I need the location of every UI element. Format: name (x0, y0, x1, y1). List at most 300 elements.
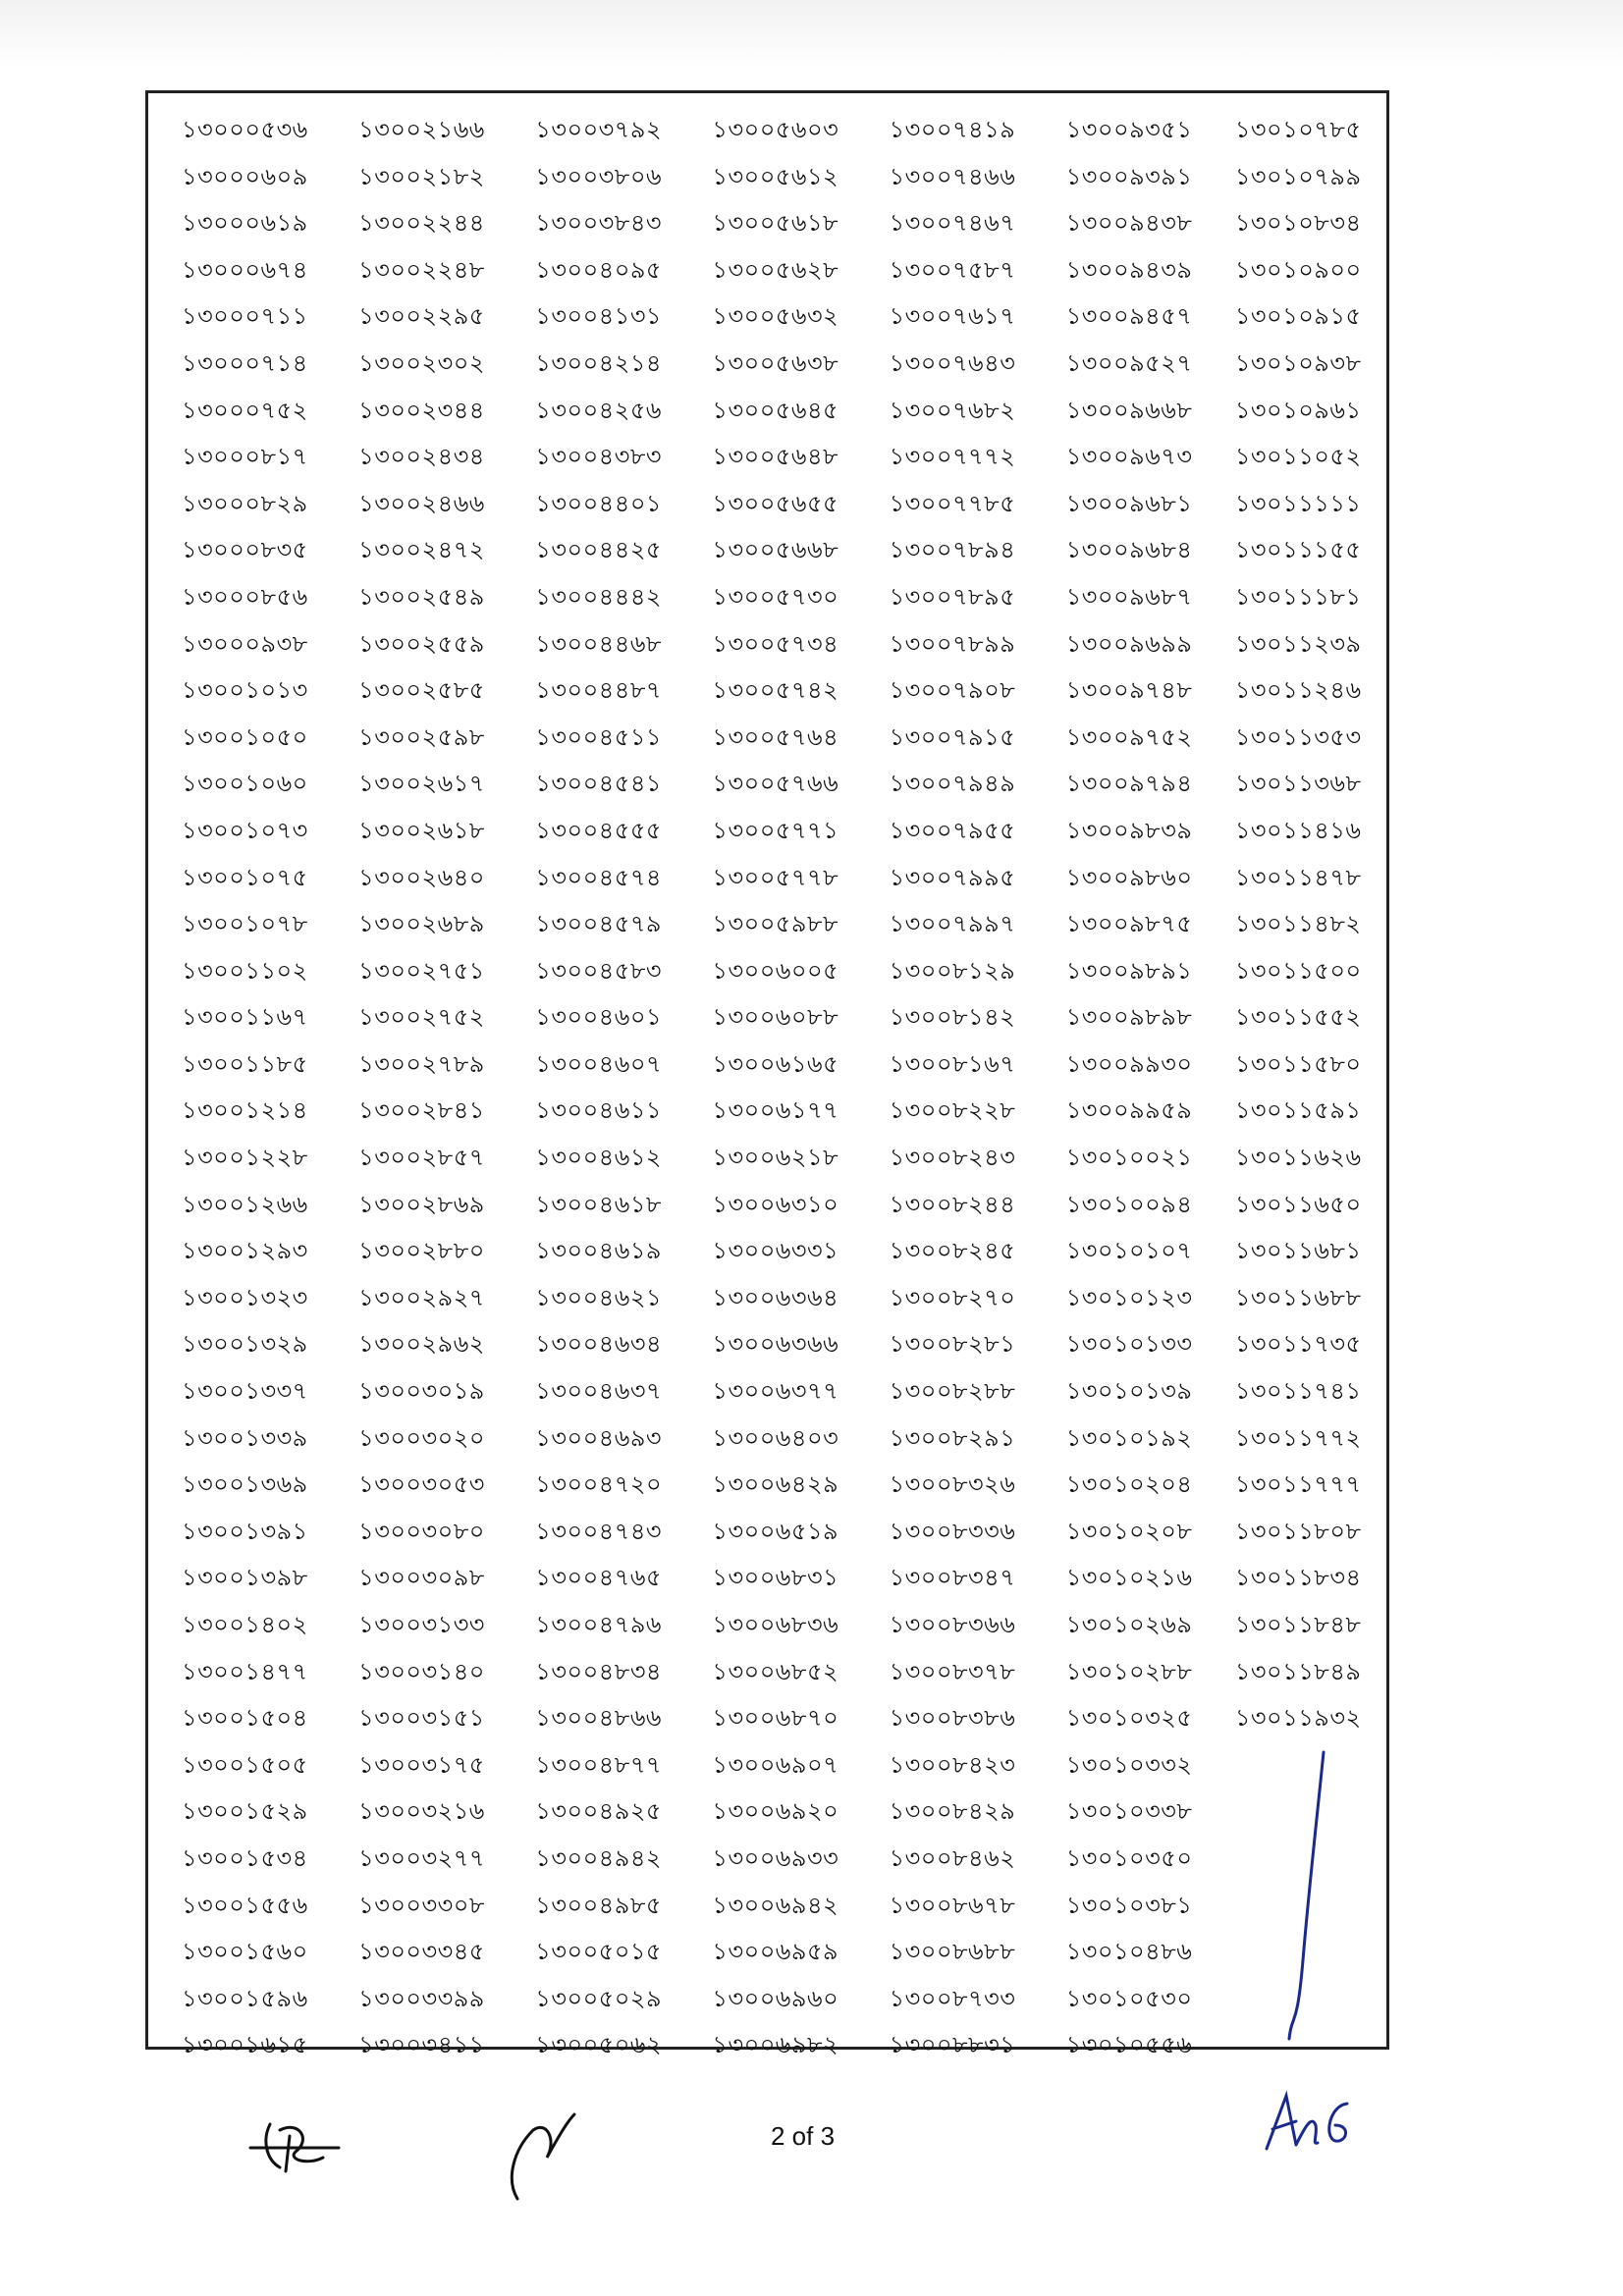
roll-number-cell: ১৩০১১৬৮৮ (1234, 1283, 1362, 1311)
roll-number-cell: ১৩০০৬৩৭৭ (712, 1377, 839, 1406)
roll-number-cell: ১৩০০২৯২৭ (358, 1283, 485, 1311)
roll-number-cell: ১৩০০৭৫৮৭ (889, 255, 1016, 284)
roll-number-cell: ১৩০১০৯৩৮ (1234, 348, 1362, 377)
roll-number-cell: ১৩০০৩৩৪৫ (358, 1938, 485, 1966)
roll-number-cell: ১৩০১০২৮৮ (1065, 1657, 1193, 1685)
roll-number-cell: ১৩০০৬৩৬৬ (712, 1330, 839, 1359)
roll-number-cell: ১৩০০০৮৫৬ (182, 582, 308, 611)
roll-number-cell: ১৩০০৩১৭৫ (358, 1750, 485, 1779)
roll-number-cell: ১৩০০৯৩৯১ (1065, 162, 1193, 190)
roll-number-cell: ১৩০০৬৮৩১ (712, 1564, 839, 1592)
roll-number-cell: ১৩০১০২১৬ (1065, 1564, 1193, 1592)
roll-number-cell: ১৩০০৭৬১৭ (889, 302, 1016, 331)
roll-number-cell: ১৩০০৫০৬২ (535, 2031, 663, 2059)
roll-number-cell: ১৩০০৪৭২০ (535, 1470, 663, 1499)
roll-number-cell: ১৩০০৫৬৩২ (712, 302, 839, 331)
roll-number-cell: ১৩০০৫৬১২ (712, 162, 839, 190)
roll-number-cell: ১৩০০৫৭৬৬ (712, 770, 839, 798)
roll-number-cell: ১৩০১১৪৮২ (1234, 910, 1362, 938)
roll-number-cell: ১৩০০৪৯২৫ (535, 1797, 662, 1826)
roll-number-cell: ১৩০০৮২৪৫ (889, 1237, 1016, 1265)
roll-number-cell: ১৩০০৬৯২০ (712, 1797, 839, 1826)
roll-number-cell: ১৩০১১৮৪৯ (1234, 1657, 1362, 1685)
roll-number-cell: ১৩০০৬১৭৭ (712, 1096, 839, 1125)
page-number: 2 of 3 (771, 2121, 836, 2151)
roll-number-cell: ১৩০১০২০৪ (1065, 1470, 1193, 1499)
roll-number-cell: ১৩০০৪৫১১ (535, 722, 662, 751)
roll-number-cell: ১৩০০৯৮৩৯ (1065, 816, 1193, 844)
roll-number-cell: ১৩০০৭৪১৯ (889, 116, 1016, 143)
roll-number-cell: ১৩০০৮২৪৩ (889, 1144, 1016, 1172)
roll-number-cell: ১৩০০০৫৩৬ (182, 116, 308, 143)
roll-number-cell: ১৩০০৬৯৩৩ (712, 1843, 839, 1872)
roll-number-cell: ১৩০০৩১৪০ (358, 1657, 485, 1685)
roll-number-cell: ১৩০০৪৪৬৮ (535, 629, 662, 658)
roll-number-cell: ১৩০০৪৫৪১ (535, 770, 662, 798)
roll-number-cell: ১৩০১০৩৩২ (1065, 1750, 1193, 1779)
roll-number-cell: ১৩০০৮৬৮৮ (889, 1938, 1016, 1966)
roll-number-cell: ১৩০০৫৬৪৮ (712, 443, 839, 471)
roll-number-cell: ১৩০০৪৬১২ (535, 1144, 663, 1172)
roll-number-cell: ১৩০০৬৩৩১ (712, 1237, 839, 1265)
roll-number-cell: ১৩০০৪৭৬৫ (535, 1564, 663, 1592)
roll-number-cell: ১৩০০২৬৪০ (358, 863, 485, 891)
roll-number-cell: ১৩০০৮২৮১ (889, 1330, 1016, 1359)
roll-number-cell: ১৩০০১৫২৯ (182, 1797, 308, 1826)
roll-number-cell: ১৩০০৯৮৯৮ (1065, 1003, 1193, 1032)
roll-number-cell: ১৩০০৯৬৮৪ (1065, 536, 1193, 564)
roll-number-cell: ১৩০০৪৫৮৩ (535, 956, 662, 985)
roll-number-cell: ১৩০০৪৪০১ (535, 489, 662, 517)
roll-number-cell: ১৩০০২৭৫১ (358, 956, 485, 985)
roll-number-cell: ১৩০০৩০৮০ (358, 1517, 485, 1545)
roll-number-cell: ১৩০০৯৩৫১ (1065, 116, 1193, 143)
roll-number-cell: ১৩০০৪৯৮৫ (535, 1891, 662, 1919)
roll-number-cell: ১৩০১০৩৮১ (1065, 1891, 1193, 1919)
roll-number-cell: ১৩০০১৫৬০ (182, 1938, 308, 1966)
roll-number-cell (1210, 1976, 1386, 2023)
roll-number-cell: ১৩০০২১৮২ (358, 162, 485, 190)
roll-number-cell: ১৩০০১৩৩৯ (182, 1423, 308, 1452)
roll-number-cell: ১৩০০৮৩৩৬ (889, 1517, 1016, 1545)
roll-number-cell: ১৩০১০৩৩৮ (1065, 1797, 1193, 1826)
roll-number-cell: ১৩০০৮২৮৮ (889, 1377, 1016, 1406)
roll-number-cell: ১৩০০৮২৯১ (889, 1423, 1016, 1452)
roll-number-cell: ১৩০০৬৯৫৯ (712, 1938, 839, 1966)
roll-number-cell: ১৩০০৬২১৮ (712, 1144, 839, 1172)
roll-number-cell: ১৩০০৯৫২৭ (1065, 348, 1193, 377)
roll-number-cell: ১৩০০৬৩১০ (712, 1190, 839, 1218)
roll-number-cell: ১৩০০২৫৪৯ (358, 582, 485, 611)
roll-number-cell: ১৩০০৬৯৮২ (712, 2031, 839, 2059)
roll-number-cell: ১৩০০৭৯৫৫ (889, 816, 1016, 844)
roll-number-cell: ১৩০০৪৬৩৪ (535, 1330, 663, 1359)
roll-number-cell: ১৩০১১৫৫২ (1234, 1003, 1362, 1032)
roll-number-cell: ১৩০০৮৪৬২ (889, 1843, 1016, 1872)
roll-number-cell: ১৩০০৪৭৯৬ (535, 1611, 663, 1638)
roll-number-cell: ১৩০১১৭৪১ (1234, 1377, 1362, 1406)
roll-number-cell: ১৩০১০৯০০ (1234, 255, 1362, 284)
roll-number-cell: ১৩০০৩১৫১ (358, 1704, 485, 1733)
roll-number-cell: ১৩০০৫৭৭১ (712, 816, 839, 844)
roll-number-cell: ১৩০০৬৮৫২ (712, 1657, 839, 1685)
roll-number-cell: ১৩০০২৯৬২ (358, 1330, 485, 1359)
roll-number-cell: ১৩০০১৬১৫ (182, 2031, 308, 2059)
roll-number-cell: ১৩০১০৯৬১ (1234, 396, 1362, 424)
roll-number-cell: ১৩০০৩৩৯৯ (358, 1984, 485, 2012)
roll-number-cell: ১৩০০৭৭৭২ (889, 443, 1016, 471)
roll-number-cell: ১৩০১০২০৮ (1065, 1517, 1193, 1545)
roll-number-cell: ১৩০০৯৬৯৯ (1065, 629, 1193, 658)
roll-number-cell: ১৩০০০৬১৯ (182, 209, 308, 238)
roll-number-cell: ১৩০০৯৪৩৯ (1065, 255, 1193, 284)
roll-number-cell: ১৩০০৬৯৪২ (712, 1891, 839, 1919)
roll-number-cell: ১৩০০৪৬১৮ (535, 1190, 662, 1218)
roll-number-cell: ১৩০১০১৯২ (1065, 1423, 1193, 1452)
roll-number-cell: ১৩০০২৫৮৫ (358, 676, 485, 705)
roll-number-cell: ১৩০০০৬৭৪ (182, 255, 308, 284)
roll-number-cell: ১৩০০৯৮৯১ (1065, 956, 1193, 985)
roll-number-cell: ১৩০১০৯১৫ (1234, 302, 1362, 331)
roll-number-cell: ১৩০০১১৮৫ (182, 1049, 308, 1078)
roll-number-cell: ১৩০০৭৮৯৪ (889, 536, 1016, 564)
roll-number-cell: ১৩০০৯৮৭৫ (1065, 910, 1193, 938)
roll-number-cell: ১৩০১১৬৮১ (1234, 1237, 1362, 1265)
roll-number-cell: ১৩০০১৩৯১ (182, 1517, 308, 1545)
roll-number-cell: ১৩০১০৪৮৬ (1065, 1938, 1193, 1966)
roll-number-cell: ১৩০০৯৭৯৪ (1065, 770, 1193, 798)
roll-number-cell: ১৩০১০১৩৯ (1065, 1377, 1193, 1406)
roll-number-cell: ১৩০০৩০৯৮ (358, 1564, 485, 1592)
roll-number-cell: ১৩০০৪৯৪২ (535, 1843, 662, 1872)
roll-number-cell: ১৩০১১৪৭৮ (1234, 863, 1362, 891)
roll-number-cell: ১৩০০১৫৯৬ (182, 1984, 308, 2012)
roll-number-cell: ১৩০০৮২৭০ (889, 1283, 1016, 1311)
roll-number-cell (1210, 1929, 1386, 1976)
roll-number-cell: ১৩০০৭৯৯৫ (889, 863, 1016, 891)
roll-number-cell: ১৩০০২৬১৮ (358, 816, 485, 844)
roll-number-cell: ১৩০০২৮৮০ (358, 1237, 485, 1265)
roll-number-cell: ১৩০১০২৬৯ (1065, 1611, 1193, 1638)
roll-number-cell: ১৩০০৮৩৭৮ (889, 1657, 1016, 1685)
roll-number-cell: ১৩০০৮৩৪৭ (889, 1564, 1016, 1592)
roll-number-cell: ১৩০০০৮১৭ (182, 443, 308, 471)
roll-number-cell: ১৩০০১২৯৩ (182, 1237, 308, 1265)
roll-number-cell: ১৩০০৫৯৮৮ (712, 910, 839, 938)
roll-number-table (145, 90, 1389, 2059)
roll-number-cell: ১৩০০৯৯৫৯ (1065, 1096, 1193, 1125)
roll-number-cell: ১৩০০৬৪০৩ (712, 1423, 839, 1452)
roll-number-cell: ১৩০০১৪৭৭ (182, 1657, 308, 1685)
roll-number-cell: ১৩০১০৩২৫ (1065, 1704, 1193, 1733)
signature-1 (241, 2110, 349, 2179)
roll-number-cell: ১৩০০৯৬৮৭ (1065, 582, 1193, 611)
roll-number-cell: ১৩০০১৫৩৪ (182, 1843, 308, 1872)
roll-number-cell: ১৩০০১০৫০ (182, 722, 308, 751)
roll-number-cell: ১৩০০৪৪৪২ (535, 582, 662, 611)
roll-number-cell: ১৩০১১৫৮০ (1234, 1049, 1362, 1078)
roll-number-cell: ১৩০০৩৩০৮ (358, 1891, 485, 1919)
roll-number-cell: ১৩০০৮১৬৭ (889, 1049, 1016, 1078)
roll-number-cell: ১৩০০৪৮৩৪ (535, 1657, 662, 1685)
roll-number-cell: ১৩০০১৩২৯ (182, 1330, 308, 1359)
roll-number-cell: ১৩০০০৭১১ (182, 302, 308, 331)
roll-number-cell: ১৩০০২১৬৬ (358, 116, 485, 143)
roll-number-cell: ১৩০১০৩৫০ (1065, 1843, 1193, 1872)
roll-number-cell: ১৩০০১০৭৩ (182, 816, 308, 844)
roll-number-cell: ১৩০০৮২৪৪ (889, 1190, 1016, 1218)
roll-number-cell (1210, 1742, 1386, 1789)
roll-number-cell (1210, 1789, 1386, 1836)
roll-number-cell: ১৩০০৩২৭৭ (358, 1843, 485, 1872)
roll-number-cell: ১৩০০৬০০৫ (712, 956, 839, 985)
roll-number-cell: ১৩০০৮২২৮ (889, 1096, 1016, 1125)
roll-number-cell: ১৩০০৫৬৬৮ (712, 536, 839, 564)
roll-number-cell: ১৩০০৩৪১১ (358, 2031, 485, 2059)
roll-number-cell: ১৩০১০০৯৪ (1065, 1190, 1193, 1218)
roll-number-cell: ১৩০০৮৪২৩ (889, 1750, 1016, 1779)
roll-number-cell: ১৩০০৪৬০৭ (535, 1049, 663, 1078)
roll-number-cell: ১৩০০০৬০৯ (182, 162, 308, 190)
roll-number-cell: ১৩০০৪৪৮৭ (535, 676, 662, 705)
roll-number-cell: ১৩০১১১১১ (1234, 489, 1362, 517)
roll-number-cell: ১৩০০৪৬১৯ (535, 1237, 662, 1265)
roll-number-cell: ১৩০০২৭৫২ (358, 1003, 485, 1032)
roll-number-cell: ১৩০০৩০১৯ (358, 1377, 485, 1406)
roll-number-cell: ১৩০১১৭৭২ (1234, 1423, 1362, 1452)
roll-number-cell: ১৩০০৬৫১৯ (712, 1517, 839, 1545)
roll-number-cell: ১৩০০৪৮৭৭ (535, 1750, 663, 1779)
roll-number-cell: ১৩০০২২৯৫ (358, 302, 485, 331)
roll-number-cell: ১৩০১০০২১ (1065, 1144, 1193, 1172)
roll-number-cell: ১৩০০৫৭৩০ (712, 582, 839, 611)
roll-number-cell: ১৩০০৬৮৭০ (712, 1704, 839, 1733)
roll-number-cell: ১৩০১১৮৪৮ (1234, 1611, 1362, 1638)
roll-number-cell: ১৩০০৫০২৯ (535, 1984, 663, 2012)
roll-number-cell: ১৩০০৯৯৩০ (1065, 1049, 1193, 1078)
roll-number-cell: ১৩০০২৬৮৯ (358, 910, 485, 938)
roll-number-cell: ১৩০০৮৩৮৬ (889, 1704, 1016, 1733)
roll-number-cell (1210, 1883, 1386, 1930)
roll-number-cell: ১৩০০৪৪২৫ (535, 536, 662, 564)
roll-number-cell: ১৩০০৪৫৭৯ (535, 910, 662, 938)
roll-number-cell: ১৩০০৪৬২১ (535, 1283, 663, 1311)
roll-number-cell: ১৩০০৫০১৫ (535, 1938, 662, 1966)
roll-number-cell: ১৩০০৭৯০৮ (889, 676, 1016, 705)
roll-number-cell: ১৩০০৪৬০১ (535, 1003, 663, 1032)
roll-number-cell: ১৩০০৭৯৯৭ (889, 910, 1016, 938)
roll-number-cell: ১৩০০৪৬৩৭ (535, 1377, 663, 1406)
roll-number-cell: ১৩০১১৪১৬ (1234, 816, 1362, 844)
roll-number-cell: ১৩০০২৩০২ (358, 348, 485, 377)
roll-number-cell: ১৩০০২৬১৭ (358, 770, 485, 798)
roll-number-cell: ১৩০০৩৮০৬ (535, 162, 663, 190)
roll-number-cell: ১৩০০১৪০২ (182, 1611, 308, 1638)
roll-number-cell: ১৩০০১৫৫৬ (182, 1891, 308, 1919)
roll-number-cell: ১৩০০৩৮৪৩ (535, 209, 663, 238)
roll-number-cell: ১৩০০১২৬৬ (182, 1190, 308, 1218)
roll-number-cell: ১৩০১১৯৩২ (1234, 1704, 1362, 1733)
roll-number-cell: ১৩০০৫৬৪৫ (712, 396, 839, 424)
roll-number-cell: ১৩০০৩০৫৩ (358, 1470, 485, 1499)
roll-number-cell: ১৩০০৪১৩১ (535, 302, 662, 331)
roll-number-cell: ১৩০০৪০৯৫ (535, 255, 662, 284)
roll-number-cell: ১৩০১১৮৩৪ (1234, 1564, 1362, 1592)
roll-number-cell: ১৩০০১২২৮ (182, 1144, 308, 1172)
roll-number-cell: ১৩০০৫৭৬৪ (712, 722, 839, 751)
roll-number-cell: ১৩০০৪৮৬৬ (535, 1704, 663, 1733)
roll-number-cell: ১৩০০৮৩২৬ (889, 1470, 1016, 1499)
roll-number-cell: ১৩০০৬০৮৮ (712, 1003, 839, 1032)
roll-number-cell: ১৩০০৪৫৭৪ (535, 863, 662, 891)
roll-number-cell: ১৩০০৭৮৯৯ (889, 629, 1016, 658)
roll-number-cell: ১৩০০১৩৯৮ (182, 1564, 308, 1592)
roll-number-cell: ১৩০০২৪৭২ (358, 536, 485, 564)
roll-number-cell (1210, 2022, 1386, 2069)
roll-number-cell: ১৩০১১৫০০ (1234, 956, 1362, 985)
roll-number-cell: ১৩০০৯৪৩৮ (1065, 209, 1193, 238)
roll-number-cell: ১৩০০০৮৩৫ (182, 536, 308, 564)
roll-number-cell: ১৩০০৬১৬৫ (712, 1049, 839, 1078)
roll-number-cell: ১৩০০৫৬১৮ (712, 209, 839, 238)
roll-number-cell: ১৩০১১৭৭৭ (1234, 1470, 1362, 1499)
roll-number-cell: ১৩০০৩১৩৩ (358, 1611, 485, 1638)
roll-number-cell: ১৩০০৭৪৬৬ (889, 162, 1016, 190)
roll-number-cell: ১৩০০৩২১৬ (358, 1797, 485, 1826)
roll-number-cell: ১৩০১০১২৩ (1065, 1283, 1193, 1311)
roll-number-cell: ১৩০১১০৫২ (1234, 443, 1362, 471)
roll-number-cell: ১৩০০২৪৬৬ (358, 489, 485, 517)
roll-number-cell: ১৩০০৫৬৩৮ (712, 348, 839, 377)
roll-number-cell: ১৩০০৪৩৮৩ (535, 443, 663, 471)
roll-number-cell: ১৩০১১৭৩৫ (1234, 1330, 1362, 1359)
roll-number-cell: ১৩০০৮৩৬৬ (889, 1611, 1016, 1638)
roll-number-cell: ১৩০১১১৮১ (1234, 582, 1362, 611)
roll-number-cell: ১৩০০১০৬০ (182, 770, 308, 798)
roll-number-cell: ১৩০০১৩২৩ (182, 1283, 308, 1311)
roll-number-cell: ১৩০১১১৫৫ (1234, 536, 1362, 564)
roll-number-cell: ১৩০০৭৬৮২ (889, 396, 1016, 424)
roll-number-cell: ১৩০০৯৮৬০ (1065, 863, 1193, 891)
roll-number-cell: ১৩০১০৫৩০ (1065, 1984, 1193, 2012)
roll-number-cell: ১৩০০৯৭৫২ (1065, 722, 1193, 751)
roll-number-cell: ১৩০০৬৪২৯ (712, 1470, 839, 1499)
roll-number-cell: ১৩০০৭৪৬৭ (889, 209, 1016, 238)
roll-number-cell: ১৩০০৩০২০ (358, 1423, 485, 1452)
roll-number-cell: ১৩০০০৮২৯ (182, 489, 308, 517)
roll-number-cell: ১৩০০৭৬৪৩ (889, 348, 1016, 377)
roll-number-cell: ১৩০০৪৬১১ (535, 1096, 662, 1125)
roll-number-cell: ১৩০০৮১৪২ (889, 1003, 1016, 1032)
roll-number-cell: ১৩০০৭৮৯৫ (889, 582, 1016, 611)
roll-number-cell: ১৩০০১৩৬৯ (182, 1470, 308, 1499)
roll-number-cell: ১৩০০৮৭৩৩ (889, 1984, 1016, 2012)
roll-number-cell: ১৩০০১০১৩ (182, 676, 308, 705)
roll-number-cell: ১৩০০২৮৫৭ (358, 1144, 485, 1172)
signature-2 (496, 2101, 584, 2209)
roll-number-cell: ১৩০০২৩৪৪ (358, 396, 485, 424)
roll-number-cell: ১৩০০৬৩৬৪ (712, 1283, 839, 1311)
roll-number-cell: ১৩০০৮১২৯ (889, 956, 1016, 985)
roll-number-cell: ১৩০০২২৪৮ (358, 255, 485, 284)
roll-number-cell: ১৩০০২২৪৪ (358, 209, 485, 238)
roll-number-cell (1210, 1836, 1386, 1883)
roll-number-cell: ১৩০০৪৬৯৩ (535, 1423, 663, 1452)
roll-number-cell: ১৩০১০১৩৩ (1065, 1330, 1193, 1359)
roll-number-cell: ১৩০১১৮০৮ (1234, 1517, 1362, 1545)
roll-number-cell: ১৩০০৫৬২৮ (712, 255, 839, 284)
roll-number-cell: ১৩০০১২১৪ (182, 1096, 308, 1125)
roll-number-cell: ১৩০০১৫০৪ (182, 1704, 308, 1733)
roll-number-cell: ১৩০১০৫৫৬ (1065, 2031, 1193, 2059)
roll-number-cell: ১৩০০১৩৩৭ (182, 1377, 308, 1406)
roll-number-cell: ১৩০১১২৪৬ (1234, 676, 1362, 705)
roll-number-cell: ১৩০০৪৫৫৫ (535, 816, 662, 844)
roll-number-cell: ১৩০০০৭১৪ (182, 348, 308, 377)
roll-number-cell: ১৩০০২৪৩৪ (358, 443, 485, 471)
roll-number-cell: ১৩০১০১০৭ (1065, 1237, 1193, 1265)
roll-number-cell: ১৩০১১২৩৯ (1234, 629, 1362, 658)
roll-number-cell: ১৩০০১১০২ (182, 956, 308, 985)
roll-number-cell: ১৩০০৩৭৯২ (535, 116, 663, 143)
roll-number-cell: ১৩০০৮৮৩১ (889, 2031, 1016, 2059)
roll-number-cell: ১৩০০০৭৫২ (182, 396, 308, 424)
roll-number-cell: ১৩০১১৫৯১ (1234, 1096, 1362, 1125)
roll-number-cell: ১৩০০৬৯৬০ (712, 1984, 839, 2012)
roll-number-cell: ১৩০১০৮৩৪ (1234, 209, 1362, 238)
roll-number-cell: ১৩০১১৩৬৮ (1234, 770, 1362, 798)
roll-number-cell: ১৩০০৫৬৫৫ (712, 489, 839, 517)
roll-number-cell: ১৩০০৪২১৪ (535, 348, 662, 377)
roll-number-cell: ১৩০০৯৬৬৮ (1065, 396, 1193, 424)
roll-number-cell: ১৩০১০৭৯৯ (1234, 162, 1362, 190)
roll-number-cell: ১৩০০৪৭৪৩ (535, 1517, 663, 1545)
roll-number-cell: ১৩০০৮৬৭৮ (889, 1891, 1016, 1919)
roll-number-cell: ১৩০০৯৬৭৩ (1065, 443, 1193, 471)
roll-number-cell: ১৩০০৫৭৭৮ (712, 863, 839, 891)
roll-number-grid (148, 107, 1386, 2069)
roll-number-cell: ১৩০০১০৭৫ (182, 863, 308, 891)
roll-number-cell: ১৩০০৬৯০৭ (712, 1750, 839, 1779)
roll-number-cell: ১৩০১০৭৮৫ (1234, 116, 1362, 143)
roll-number-cell: ১৩০০২৫৯৮ (358, 722, 485, 751)
roll-number-cell: ১৩০০১১৬৭ (182, 1003, 308, 1032)
roll-number-cell: ১৩০০৭৯১৫ (889, 722, 1016, 751)
roll-number-cell: ১৩০১১৩৫৩ (1234, 722, 1362, 751)
roll-number-cell: ১৩০০২৫৫৯ (358, 629, 485, 658)
roll-number-cell: ১৩০০৯৪৫৭ (1065, 302, 1193, 331)
roll-number-cell: ১৩০০২৮৪১ (358, 1096, 485, 1125)
roll-number-cell: ১৩০০০৯৩৮ (182, 629, 308, 658)
roll-number-cell: ১৩০০৭৭৮৫ (889, 489, 1016, 517)
roll-number-cell: ১৩০০৬৮৩৬ (712, 1611, 839, 1638)
roll-number-cell: ১৩০১১৬২৬ (1234, 1144, 1362, 1172)
roll-number-cell: ১৩০০৮৪২৯ (889, 1797, 1016, 1826)
roll-number-cell: ১৩০০৪২৫৬ (535, 396, 663, 424)
signature-3 (1257, 2086, 1365, 2164)
scan-edge (0, 0, 1623, 69)
roll-number-cell: ১৩০০৯৬৮১ (1065, 489, 1193, 517)
roll-number-cell: ১৩০০২৭৮৯ (358, 1049, 485, 1078)
roll-number-cell: ১৩০০১০৭৮ (182, 910, 308, 938)
roll-number-cell: ১৩০০৯৭৪৮ (1065, 676, 1193, 705)
roll-number-cell: ১৩০০৫৭৪২ (712, 676, 839, 705)
roll-number-cell: ১৩০০১৫০৫ (182, 1750, 308, 1779)
roll-number-cell: ১৩০০৫৭৩৪ (712, 629, 839, 658)
roll-number-cell: ১৩০১১৬৫০ (1234, 1190, 1362, 1218)
roll-number-cell: ১৩০০৭৯৪৯ (889, 770, 1016, 798)
roll-number-cell: ১৩০০২৮৬৯ (358, 1190, 485, 1218)
